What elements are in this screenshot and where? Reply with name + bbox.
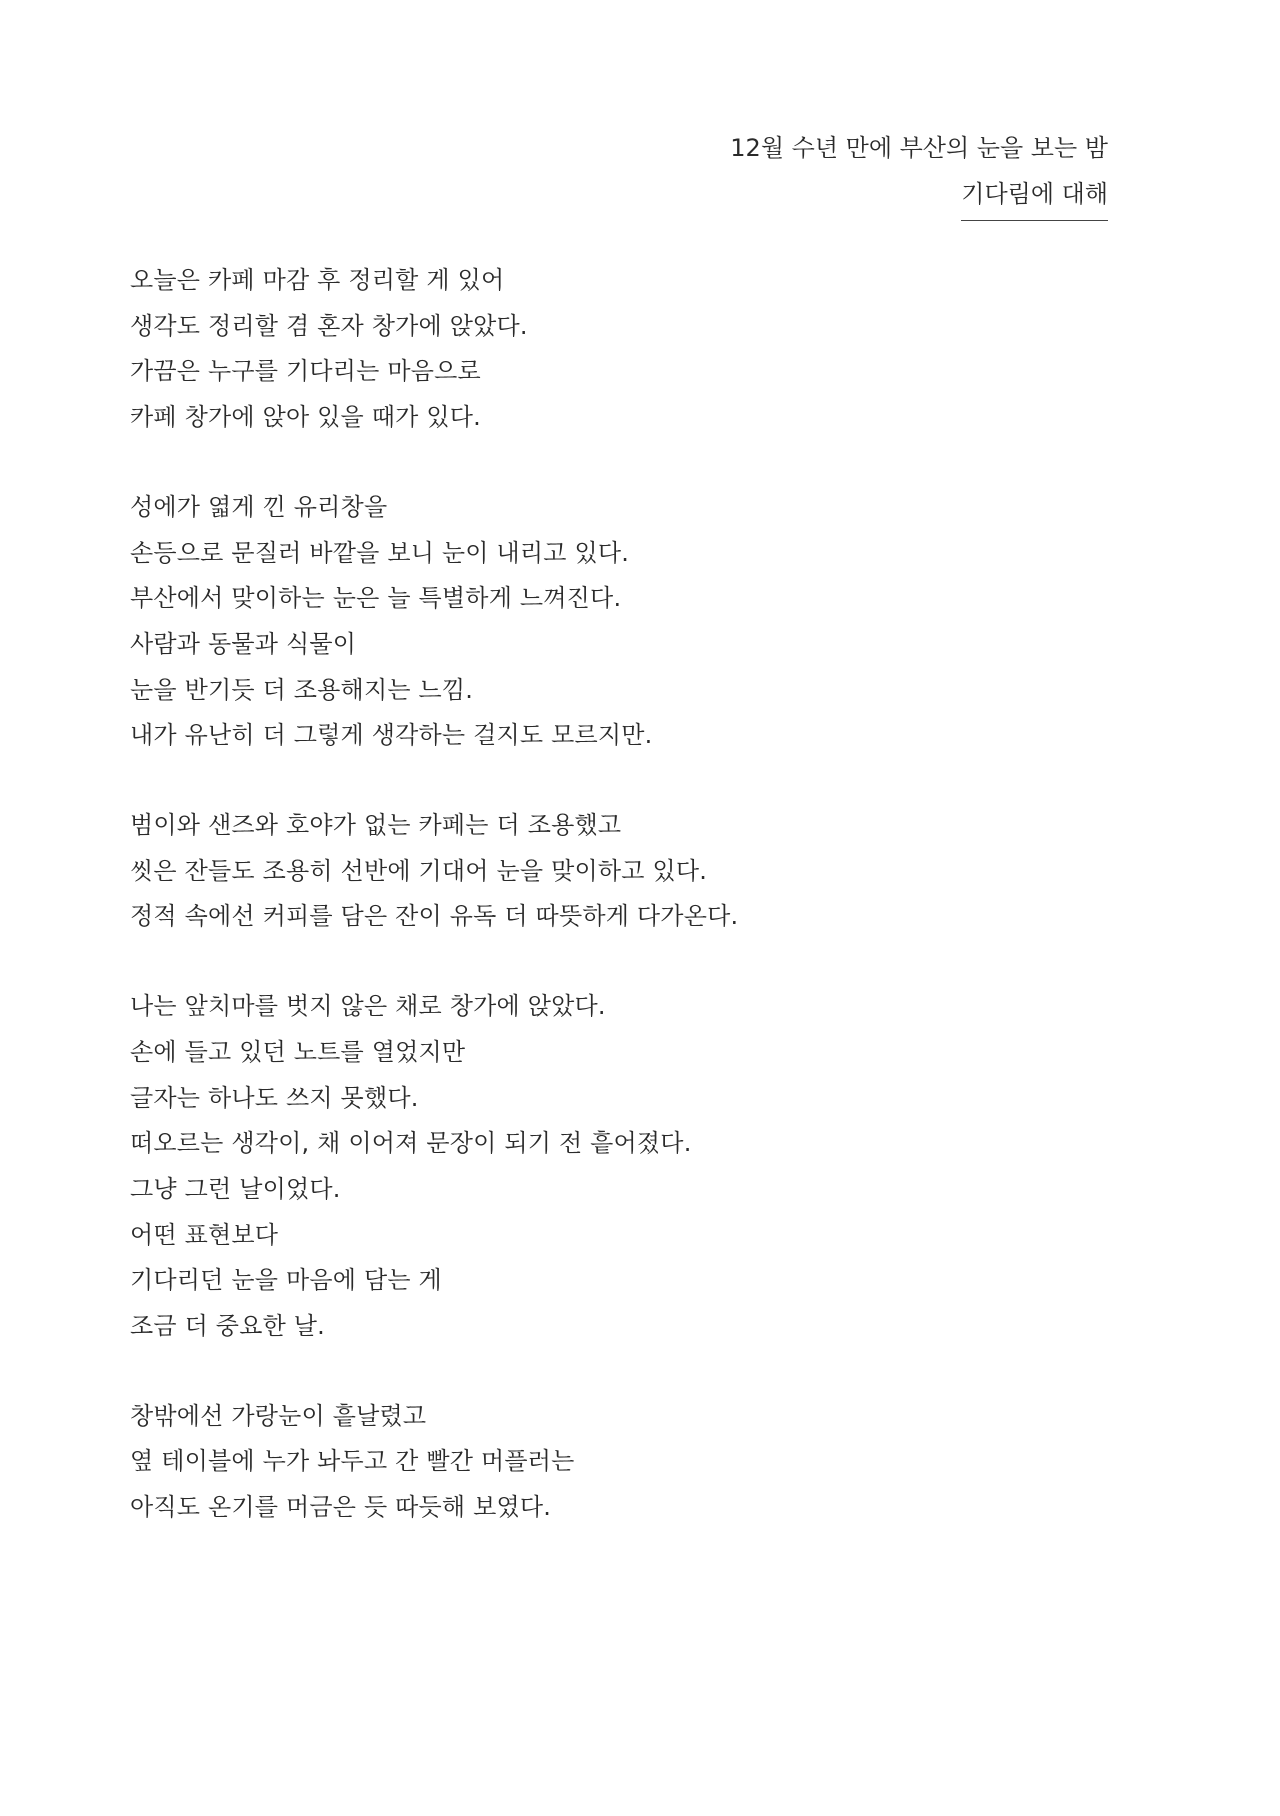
text-line: 눈을 반기듯 더 조용해지는 느낌. (130, 675, 474, 704)
text-line: 내가 유난히 더 그렇게 생각하는 걸지도 모르지만. (130, 721, 653, 750)
stanza-2 (130, 485, 1130, 759)
stanza-1 (130, 258, 1130, 441)
text-line: 생각도 정리할 겸 혼자 창가에 앉았다. (130, 311, 528, 340)
text-line: 카페 창가에 앉아 있을 때가 있다. (130, 403, 481, 432)
text-line: 범이와 샌즈와 호야가 없는 카페는 더 조용했고 (130, 811, 622, 840)
text-line: 아직도 온기를 머금은 듯 따듯해 보였다. (130, 1493, 552, 1522)
text-line: 손등으로 문질러 바깥을 보니 눈이 내리고 있다. (130, 538, 630, 567)
text-line: 사람과 동물과 식물이 (130, 629, 357, 658)
text-line: 성에가 엷게 낀 유리창을 (130, 492, 388, 521)
text-line: 나는 앞치마를 벗지 않은 채로 창가에 앉았다. (130, 992, 606, 1021)
text-line: 떠오르는 생각이, 채 이어져 문장이 되기 전 흩어졌다. (130, 1129, 692, 1158)
text-line: 조금 더 중요한 날. (130, 1312, 326, 1341)
text-line: 오늘은 카페 마감 후 정리할 게 있어 (130, 266, 505, 294)
essay-body (130, 258, 1130, 1575)
stanza-3 (130, 803, 1130, 940)
page-header (730, 128, 1108, 221)
text-line: 그냥 그런 날이었다. (130, 1174, 341, 1203)
text-line: 정적 속에선 커피를 담은 잔이 유독 더 따뜻하게 다가온다. (130, 902, 739, 931)
page-subtitle: 12월 수년 만에 부산의 눈을 보는 밤 (730, 134, 1108, 162)
text-line: 기다리던 눈을 마음에 담는 게 (130, 1266, 442, 1295)
text-line: 손에 들고 있던 노트를 열었지만 (130, 1037, 466, 1066)
page-title: 기다림에 대해 (961, 174, 1108, 221)
stanza-5 (130, 1394, 1130, 1531)
stanza-4 (130, 984, 1130, 1350)
text-line: 옆 테이블에 누가 놔두고 간 빨간 머플러는 (130, 1447, 575, 1476)
text-line: 글자는 하나도 쓰지 못했다. (130, 1083, 419, 1112)
text-line: 부산에서 맞이하는 눈은 늘 특별하게 느껴진다. (130, 584, 622, 613)
text-line: 씻은 잔들도 조용히 선반에 기대어 눈을 맞이하고 있다. (130, 856, 708, 885)
text-line: 어떤 표현보다 (130, 1220, 279, 1249)
text-line: 가끔은 누구를 기다리는 마음으로 (130, 357, 481, 386)
text-line: 창밖에선 가랑눈이 흩날렸고 (130, 1401, 427, 1430)
